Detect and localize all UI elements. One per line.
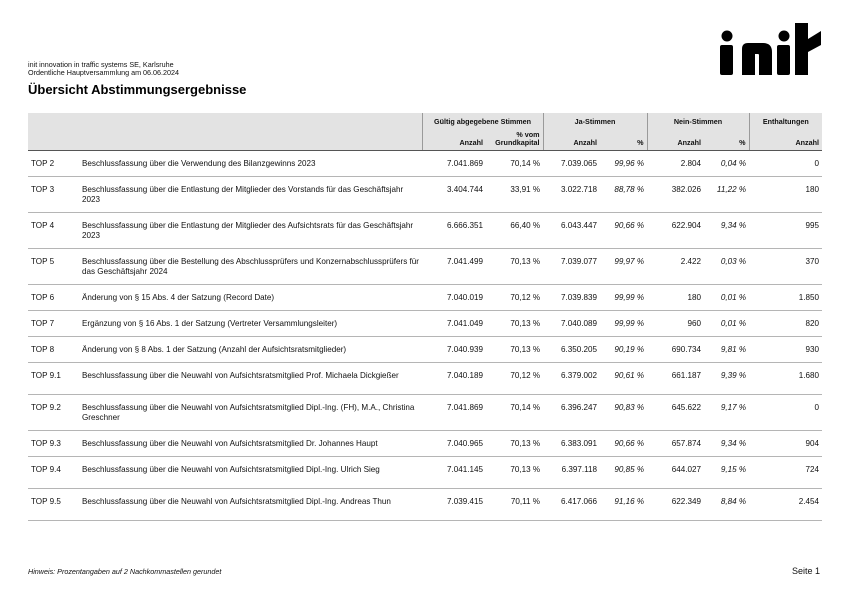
valid-votes-count: 7.041.869 [422,151,486,177]
resolution-description: Beschlussfassung über die Bestellung des Abschlussprüfers und Konzernabschlussprüfers für das Geschäftsjahr 2024 [79,249,422,285]
agenda-item: TOP 9.5 [28,489,79,521]
yes-votes-pct: 90,83 % [600,395,647,431]
table-row [28,431,822,457]
table-row [28,489,822,521]
company-line: init innovation in traffic systems SE, Karlsruhe [28,60,174,69]
table-row [28,213,822,249]
no-votes-count: 644.027 [647,457,704,489]
agenda-item: TOP 9.3 [28,431,79,457]
agenda-item: TOP 9.4 [28,457,79,489]
no-votes-pct: 0,01 % [704,311,749,337]
yes-votes-count: 6.396.247 [543,395,600,431]
valid-votes-pct: 70,13 % [486,337,543,363]
valid-votes-count: 3.404.744 [422,177,486,213]
page-number: Seite 1 [791,566,820,576]
valid-votes-count: 7.040.939 [422,337,486,363]
yes-votes-pct: 99,99 % [600,285,647,311]
valid-votes-pct: 33,91 % [486,177,543,213]
agenda-item: TOP 5 [28,249,79,285]
table-row [28,177,822,213]
abstentions-count: 370 [749,249,822,285]
yes-votes-count: 6.379.002 [543,363,600,395]
abstentions-count: 180 [749,177,822,213]
valid-votes-pct: 70,14 % [486,395,543,431]
resolution-description: Beschlussfassung über die Neuwahl von Aufsichtsratsmitglied Prof. Michaela Dickgießer [79,363,422,395]
yes-votes-count: 6.417.066 [543,489,600,521]
no-votes-pct: 9,15 % [704,457,749,489]
no-votes-count: 690.734 [647,337,704,363]
valid-votes-count: 7.041.145 [422,457,486,489]
resolution-description: Beschlussfassung über die Verwendung des Bilanzgewinns 2023 [79,151,422,177]
abstentions-count: 2.454 [749,489,822,521]
header-valid-pct: % vom Grundkapital [486,129,543,151]
no-votes-pct: 9,34 % [704,431,749,457]
yes-votes-count: 3.022.718 [543,177,600,213]
header-yes-count: Anzahl [543,129,600,151]
yes-votes-pct: 90,19 % [600,337,647,363]
table-row [28,395,822,431]
resolution-description: Beschlussfassung über die Neuwahl von Aufsichtsratsmitglied Dipl.-Ing. (FH), M.A., Christina Greschner [79,395,422,431]
no-votes-count: 645.622 [647,395,704,431]
resolution-description: Ergänzung von § 16 Abs. 1 der Satzung (Vertreter Versammlungsleiter) [79,311,422,337]
no-votes-pct: 9,81 % [704,337,749,363]
valid-votes-count: 7.041.499 [422,249,486,285]
table-row [28,285,822,311]
abstentions-count: 904 [749,431,822,457]
valid-votes-count: 7.040.189 [422,363,486,395]
valid-votes-count: 7.040.019 [422,285,486,311]
valid-votes-count: 7.041.049 [422,311,486,337]
no-votes-count: 2.804 [647,151,704,177]
agenda-item: TOP 6 [28,285,79,311]
abstentions-count: 930 [749,337,822,363]
no-votes-count: 657.874 [647,431,704,457]
valid-votes-pct: 70,12 % [486,363,543,395]
no-votes-pct: 0,01 % [704,285,749,311]
no-votes-count: 960 [647,311,704,337]
valid-votes-pct: 70,13 % [486,431,543,457]
yes-votes-pct: 90,66 % [600,213,647,249]
yes-votes-count: 6.043.447 [543,213,600,249]
yes-votes-count: 6.350.205 [543,337,600,363]
abstentions-count: 1.850 [749,285,822,311]
agenda-item: TOP 8 [28,337,79,363]
header-group-row [28,113,822,129]
no-votes-pct: 11,22 % [704,177,749,213]
no-votes-count: 2.422 [647,249,704,285]
abstentions-count: 995 [749,213,822,249]
resolution-description: Änderung von § 15 Abs. 4 der Satzung (Record Date) [79,285,422,311]
yes-votes-pct: 90,66 % [600,431,647,457]
agenda-item: TOP 3 [28,177,79,213]
valid-votes-pct: 70,14 % [486,151,543,177]
table-row [28,363,822,395]
yes-votes-pct: 90,85 % [600,457,647,489]
resolution-description: Beschlussfassung über die Entlastung der Mitglieder des Vorstands für das Geschäftsjahr 2023 [79,177,422,213]
resolution-description: Beschlussfassung über die Neuwahl von Aufsichtsratsmitglied Dr. Johannes Haupt [79,431,422,457]
no-votes-count: 180 [647,285,704,311]
no-votes-pct: 0,04 % [704,151,749,177]
agenda-item: TOP 2 [28,151,79,177]
no-votes-count: 661.187 [647,363,704,395]
header-abstain-count: Anzahl [749,129,822,151]
yes-votes-count: 7.039.065 [543,151,600,177]
abstentions-count: 820 [749,311,822,337]
page-title: Übersicht Abstimmungsergebnisse [28,82,247,97]
header-yes-pct: % [600,129,647,151]
abstentions-count: 0 [749,151,822,177]
header-no-votes: Nein-Stimmen [647,113,749,129]
valid-votes-pct: 66,40 % [486,213,543,249]
header-no-count: Anzahl [647,129,704,151]
resolution-description: Beschlussfassung über die Neuwahl von Aufsichtsratsmitglied Dipl.-Ing. Andreas Thun [79,489,422,521]
no-votes-count: 622.349 [647,489,704,521]
abstentions-count: 1.680 [749,363,822,395]
yes-votes-count: 6.383.091 [543,431,600,457]
valid-votes-count: 7.040.965 [422,431,486,457]
valid-votes-pct: 70,12 % [486,285,543,311]
resolution-description: Beschlussfassung über die Neuwahl von Aufsichtsratsmitglied Dipl.-Ing. Ulrich Sieg [79,457,422,489]
no-votes-pct: 9,17 % [704,395,749,431]
header-sub-empty [28,129,422,151]
agenda-item: TOP 9.1 [28,363,79,395]
meeting-line: Ordentliche Hauptversammlung am 06.06.2024 [28,68,180,77]
rounding-note: Hinweis: Prozentangaben auf 2 Nachkommastellen gerundet [28,567,222,576]
yes-votes-count: 7.040.089 [543,311,600,337]
agenda-item: TOP 7 [28,311,79,337]
no-votes-pct: 0,03 % [704,249,749,285]
header-valid-count: Anzahl [422,129,486,151]
valid-votes-pct: 70,11 % [486,489,543,521]
header-no-pct: % [704,129,749,151]
valid-votes-count: 7.039.415 [422,489,486,521]
table-row [28,337,822,363]
resolution-description: Beschlussfassung über die Entlastung der Mitglieder des Aufsichtsrats für das Geschäftsjahr 2023 [79,213,422,249]
init-logo [718,19,822,75]
yes-votes-pct: 99,97 % [600,249,647,285]
table-row [28,457,822,489]
no-votes-count: 382.026 [647,177,704,213]
header-empty-cell [28,113,422,129]
resolution-description: Änderung von § 8 Abs. 1 der Satzung (Anzahl der Aufsichtsratsmitglieder) [79,337,422,363]
agenda-item: TOP 9.2 [28,395,79,431]
yes-votes-pct: 99,96 % [600,151,647,177]
yes-votes-pct: 88,78 % [600,177,647,213]
yes-votes-count: 7.039.077 [543,249,600,285]
no-votes-pct: 8,84 % [704,489,749,521]
yes-votes-pct: 91,16 % [600,489,647,521]
agenda-item: TOP 4 [28,213,79,249]
valid-votes-pct: 70,13 % [486,311,543,337]
no-votes-count: 622.904 [647,213,704,249]
no-votes-pct: 9,34 % [704,213,749,249]
header-yes-votes: Ja-Stimmen [543,113,647,129]
yes-votes-pct: 99,99 % [600,311,647,337]
yes-votes-count: 6.397.118 [543,457,600,489]
table-row [28,151,822,177]
voting-results-table [28,113,822,521]
header-abstentions: Enthaltungen [749,113,822,129]
valid-votes-count: 6.666.351 [422,213,486,249]
valid-votes-pct: 70,13 % [486,457,543,489]
valid-votes-pct: 70,13 % [486,249,543,285]
valid-votes-count: 7.041.869 [422,395,486,431]
no-votes-pct: 9,39 % [704,363,749,395]
yes-votes-count: 7.039.839 [543,285,600,311]
abstentions-count: 0 [749,395,822,431]
table-row [28,249,822,285]
abstentions-count: 724 [749,457,822,489]
yes-votes-pct: 90,61 % [600,363,647,395]
header-sub-row [28,129,822,151]
header-valid-votes: Gültig abgegebene Stimmen [422,113,543,129]
table-row [28,311,822,337]
